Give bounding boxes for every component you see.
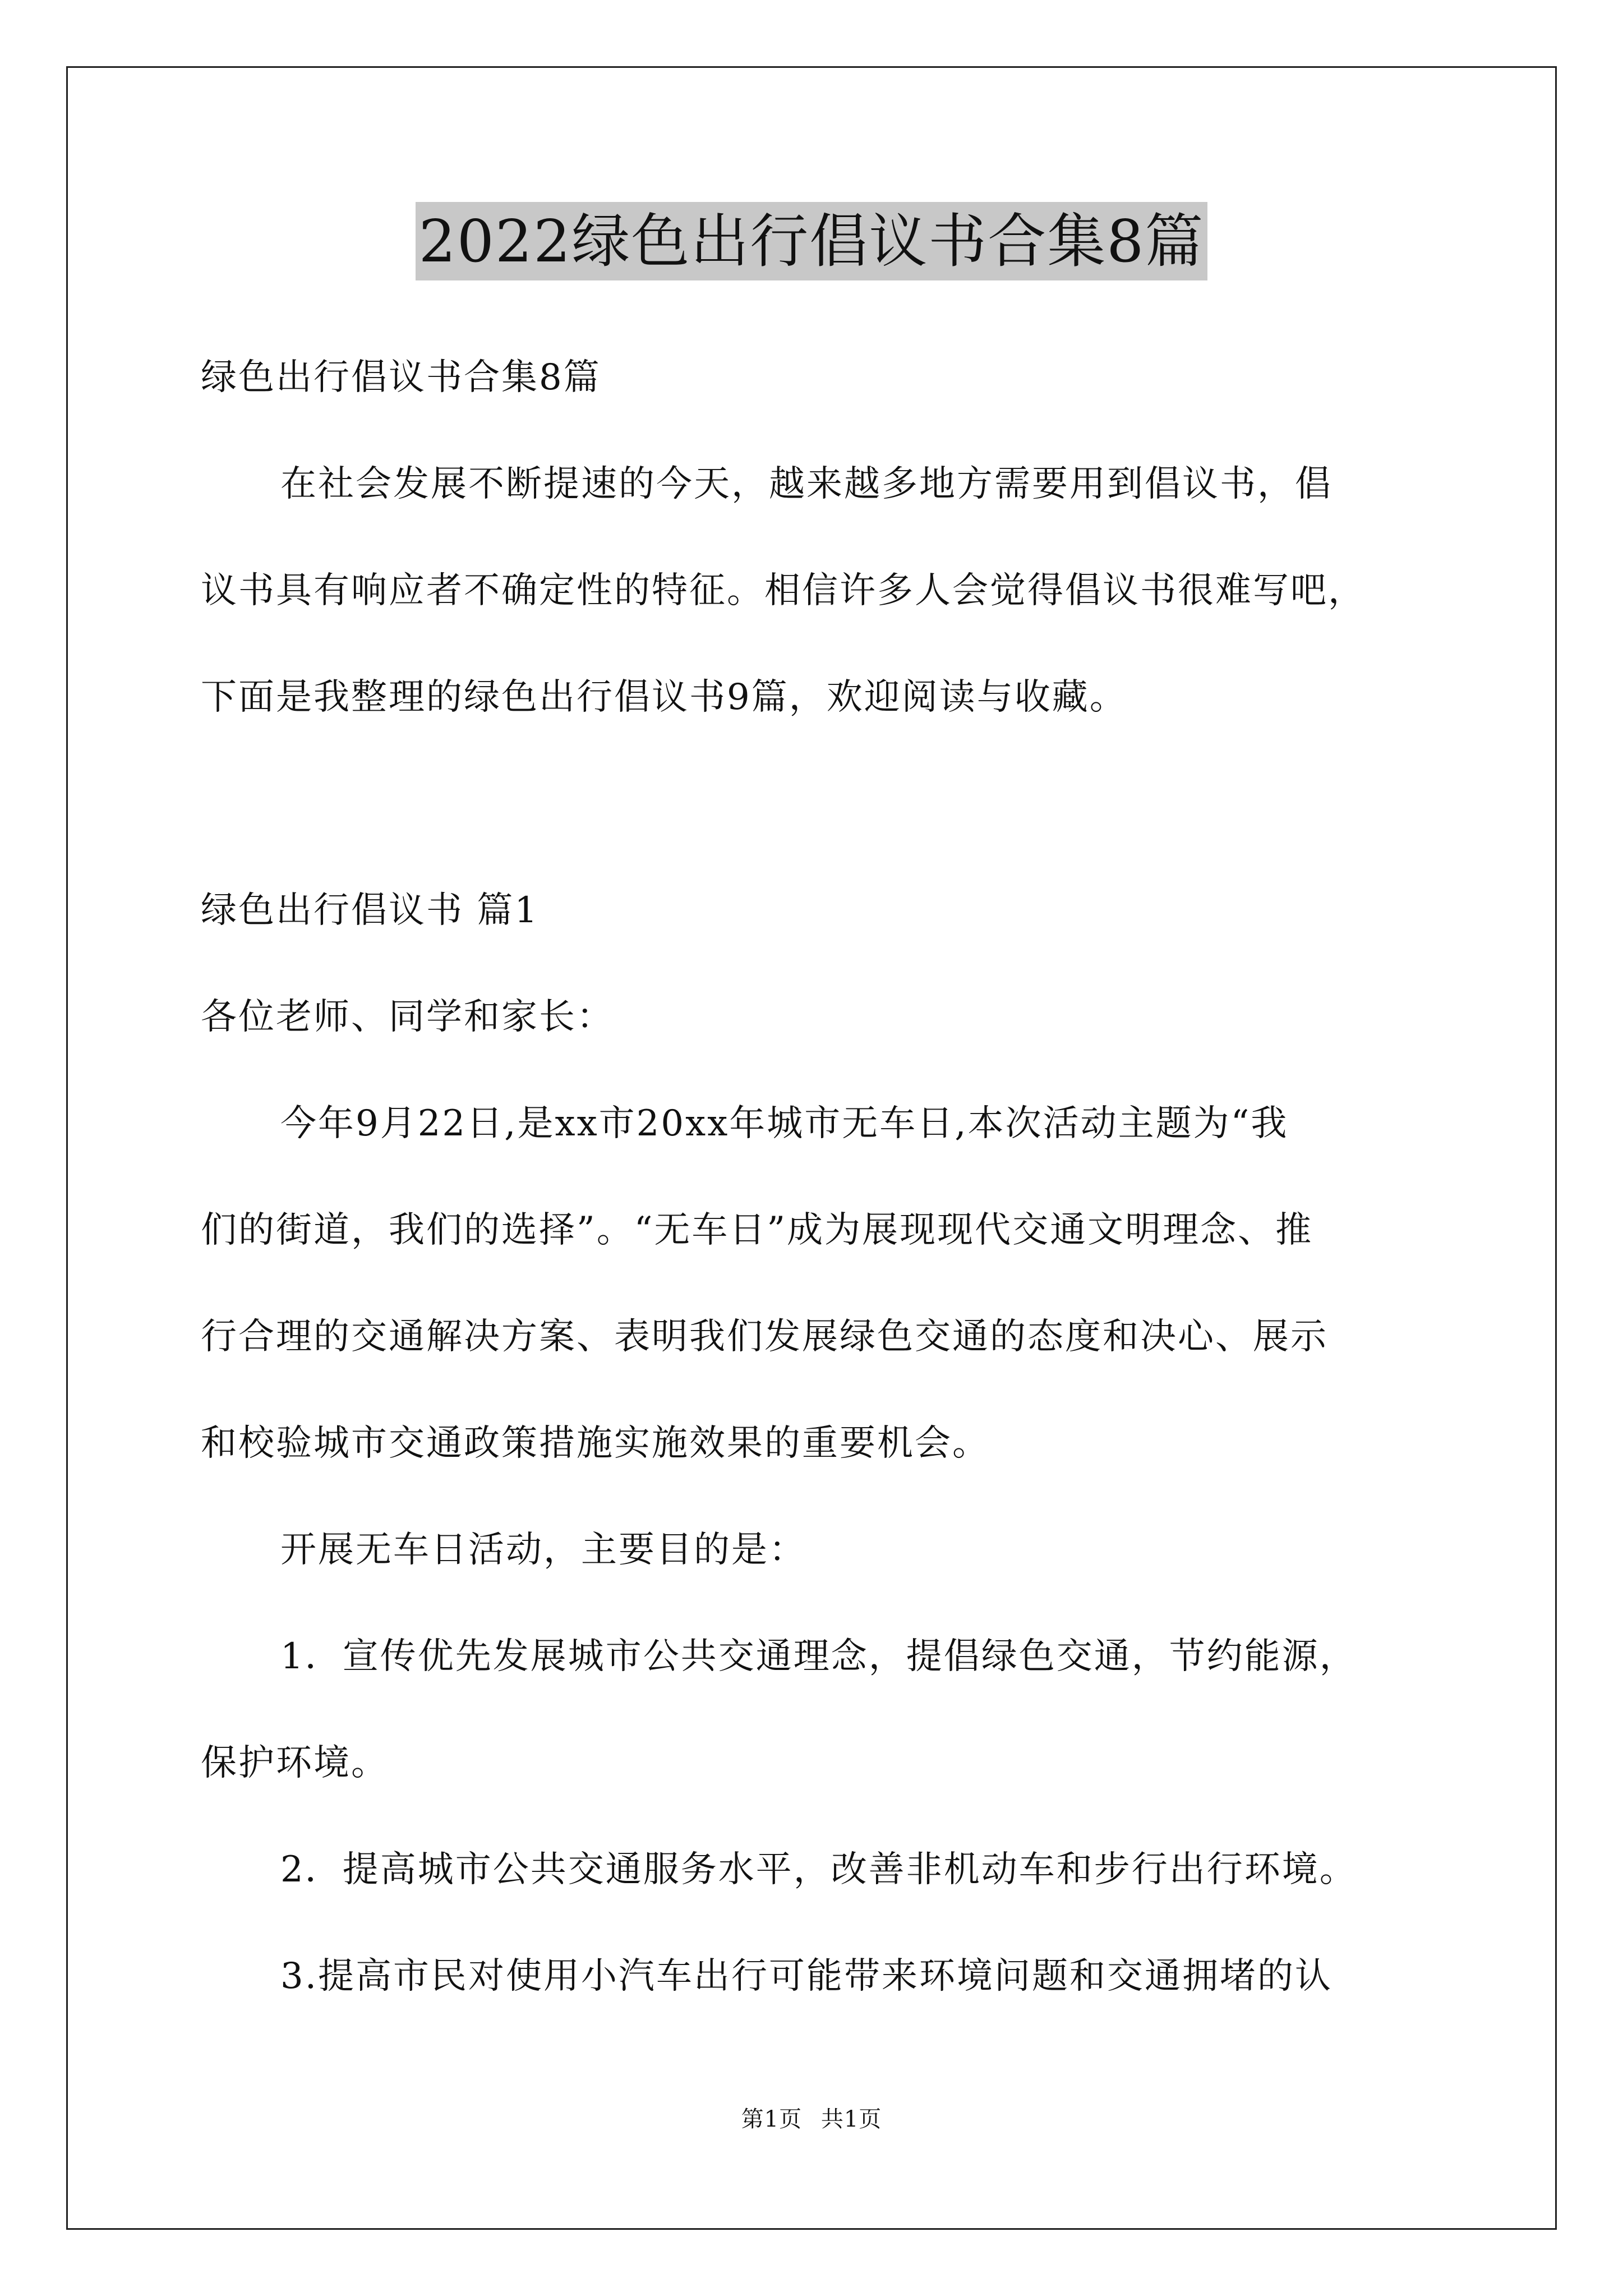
paragraph-1-line-4: 和校验城市交通政策措施实施效果的重要机会。: [201, 1423, 990, 1464]
intro-line-2: 议书具有响应者不确定性的特征。相信许多人会觉得倡议书很难写吧，: [201, 570, 1366, 611]
salutation: 各位老师、同学和家长：: [201, 996, 614, 1038]
paragraph-1-line-2: 们的街道，我们的选择”。“无车日”成为展现现代交通文明理念、推: [201, 1209, 1313, 1251]
intro-line-3: 下面是我整理的绿色出行倡议书9篇，欢迎阅读与收藏。: [201, 677, 1127, 718]
list-item-2: 2．提高城市公共交通服务水平，改善非机动车和步行出行环境。: [280, 1849, 1357, 1890]
list-item-1-line-1: 1．宣传优先发展城市公共交通理念，提倡绿色交通，节约能源，: [280, 1636, 1357, 1677]
section-heading: 绿色出行倡议书 篇1: [201, 890, 540, 931]
intro-line-1: 在社会发展不断提速的今天，越来越多地方需要用到倡议书，倡: [280, 463, 1332, 505]
document-subtitle: 绿色出行倡议书合集8篇: [201, 357, 601, 398]
list-item-1-line-2: 保护环境。: [201, 1742, 389, 1784]
document-title: [0, 202, 1623, 280]
document-title-text: 2022绿色出行倡议书合集8篇: [416, 202, 1208, 280]
page-footer: [0, 2104, 1623, 2135]
paragraph-2: 开展无车日活动，主要目的是：: [280, 1529, 806, 1571]
page-number-total: 共1页: [820, 2106, 882, 2132]
paragraph-1-line-1: 今年9月22日,是xx市20xx年城市无车日,本次活动主题为“我: [280, 1103, 1289, 1144]
paragraph-1-line-3: 行合理的交通解决方案、表明我们发展绿色交通的态度和决心、展示: [201, 1316, 1328, 1358]
page-number-current: 第1页: [741, 2106, 803, 2132]
list-item-3: 3.提高市民对使用小汽车出行可能带来环境问题和交通拥堵的认: [280, 1955, 1333, 1997]
